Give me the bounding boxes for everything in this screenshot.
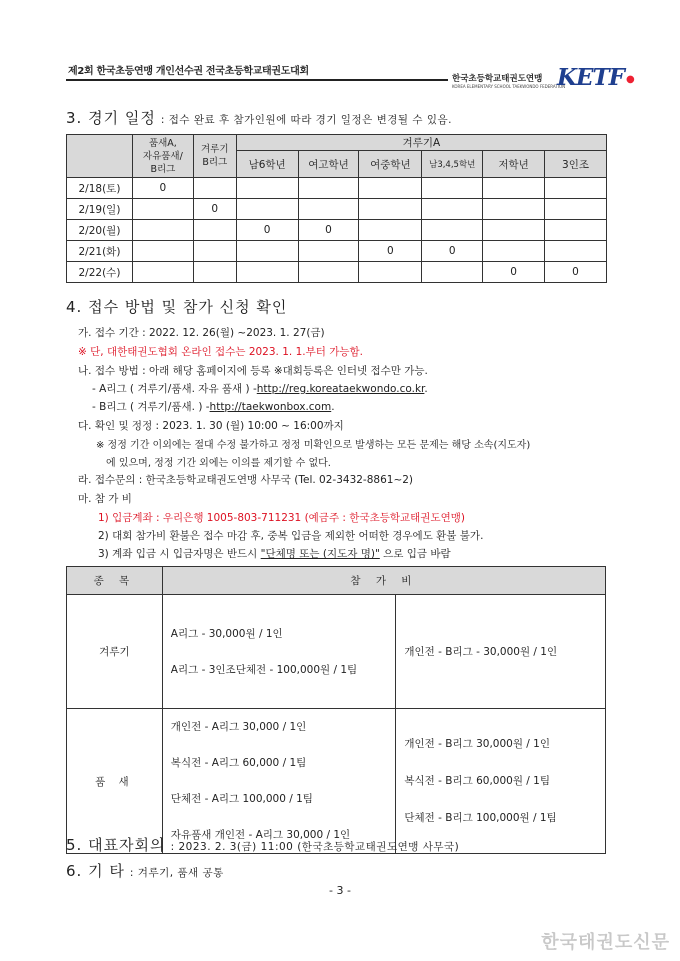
bank-account: 1) 입금계좌 : 우리은행 1005-803-711231 (예금주 : 한국초등학교태권도연맹) <box>98 512 465 524</box>
section-5-title: 5. 대표자회의 <box>66 836 166 854</box>
schedule-cell: 0 <box>193 199 236 220</box>
col-header-sub: 3인조 <box>545 151 607 178</box>
schedule-cell <box>236 262 298 283</box>
schedule-row <box>67 241 607 262</box>
fee-row-label: 겨루기 <box>67 595 163 709</box>
section-3-title: 3. 경기 일정 <box>66 109 156 127</box>
a-league-link[interactable]: http://reg.koreataekwondo.co.kr <box>256 383 425 395</box>
schedule-corner-cell <box>67 135 133 178</box>
schedule-cell <box>132 199 193 220</box>
schedule-cell <box>422 262 483 283</box>
schedule-date: 2/20(월) <box>67 220 133 241</box>
schedule-cell: 0 <box>483 262 545 283</box>
online-reception-note: ※ 단, 대한태권도협회 온라인 접수는 2023. 1. 1.부터 가능함. <box>78 346 363 358</box>
schedule-cell <box>193 178 236 199</box>
fee-right-cell <box>396 709 606 854</box>
section-4-title: 4. 접수 방법 및 참가 신청 확인 <box>66 298 288 316</box>
depositor-rule-prefix: 3) 계좌 입금 시 입금자명은 반드시 <box>98 548 261 560</box>
schedule-cell <box>545 220 607 241</box>
fee-header-fee: 참 가 비 <box>162 567 605 595</box>
fee-item: 개인전 - B리그 - 30,000원 / 1인 <box>404 646 558 658</box>
fee-row-label: 품 새 <box>67 709 163 854</box>
logo-accent-icon: ● <box>626 74 635 85</box>
confirmation-period: 다. 확인 및 정정 : 2023. 1. 30 (월) 10:00 ~ 16:00까지 <box>78 420 344 432</box>
depositor-rule-suffix: 으로 입금 바람 <box>379 548 451 560</box>
section-3-heading <box>66 107 452 128</box>
col-header-poomsae-a: 품새A, 자유품새/ B리그 <box>132 135 193 178</box>
header-rule <box>66 79 448 81</box>
federation-logo-subtext: KOREA ELEMENTARY SCHOOL TAEKWONDO FEDERATION <box>452 84 566 89</box>
b-league-period: . <box>331 401 335 413</box>
fee-item: 복식전 - B리그 60,000원 / 1팀 <box>404 774 550 787</box>
schedule-cell <box>545 178 607 199</box>
schedule-row <box>67 178 607 199</box>
schedule-cell <box>483 178 545 199</box>
schedule-cell <box>132 241 193 262</box>
inquiry-contact: 라. 접수문의 : 한국초등학교태권도연맹 사무국 (Tel. 02-3432-8861~2) <box>78 474 414 486</box>
fee-left-cell <box>162 709 396 854</box>
schedule-cell <box>545 241 607 262</box>
fee-item: 단체전 - A리그 100,000 / 1팀 <box>170 793 313 805</box>
schedule-cell <box>298 199 359 220</box>
page-number: - 3 - <box>329 884 351 897</box>
fee-item: A리그 - 3인조단체전 - 100,000원 / 1팀 <box>170 663 358 676</box>
reception-period: 가. 접수 기간 : 2022. 12. 26(월) ~2023. 1. 27(금) <box>78 327 325 339</box>
newspaper-watermark: 한국태권도신문 <box>541 932 670 953</box>
schedule-cell: 0 <box>298 220 359 241</box>
schedule-cell <box>483 199 545 220</box>
col-header-sub: 남6학년 <box>236 151 298 178</box>
schedule-cell <box>422 220 483 241</box>
a-league-label: - A리그 ( 겨루기/품새. 자유 품새 ) - <box>92 383 257 395</box>
schedule-cell <box>193 220 236 241</box>
col-header-sub: 저학년 <box>483 151 545 178</box>
entry-fee-table <box>66 566 606 854</box>
schedule-cell <box>359 199 422 220</box>
section-5-heading <box>66 834 459 855</box>
schedule-cell <box>483 220 545 241</box>
section-6-note: : 겨루기, 품새 공통 <box>129 867 224 879</box>
col-header-kyorugi-b: 겨루기 B리그 <box>193 135 236 178</box>
reception-method: 나. 접수 방법 : 아래 해당 홈페이지에 등록 ※대회등록은 인터넷 접수만 가능. <box>78 365 428 377</box>
b-league-label: - B리그 ( 겨루기/품새. ) - <box>92 401 210 413</box>
schedule-cell: 0 <box>359 241 422 262</box>
schedule-cell <box>359 262 422 283</box>
b-league-line <box>92 399 335 414</box>
col-header-sub: 여중학년 <box>359 151 422 178</box>
section-6-heading <box>66 860 224 881</box>
schedule-cell: 0 <box>545 262 607 283</box>
section-6-title: 6. 기 타 <box>66 862 125 880</box>
schedule-cell <box>422 199 483 220</box>
ketf-logo: KETF <box>557 64 624 91</box>
fee-left-cell <box>162 595 396 709</box>
section-3-note: : 접수 완료 후 참가인원에 따라 경기 일정은 변경될 수 있음. <box>160 114 452 126</box>
schedule-cell <box>298 241 359 262</box>
fee-item: 단체전 - B리그 100,000원 / 1팀 <box>404 811 557 824</box>
fee-item: A리그 - 30,000원 / 1인 <box>170 627 283 640</box>
correction-note-2: 에 있으며, 정정 기간 외에는 이의를 제기할 수 없다. <box>106 458 331 469</box>
fee-item: 개인전 - A리그 30,000 / 1인 <box>170 721 307 733</box>
depositor-rule-emphasis: "단체명 또는 (지도자 명)" <box>260 548 380 560</box>
col-header-sub: 여고학년 <box>298 151 359 178</box>
schedule-cell <box>298 262 359 283</box>
schedule-cell <box>236 199 298 220</box>
schedule-cell <box>298 178 359 199</box>
schedule-row <box>67 199 607 220</box>
document-header-title: 제2회 한국초등연맹 개인선수권 전국초등학교태권도대회 <box>68 66 309 77</box>
entry-fee-heading: 마. 참 가 비 <box>78 493 132 505</box>
schedule-cell <box>483 241 545 262</box>
federation-logo-text: 한국초등학교태권도연맹 <box>452 74 543 84</box>
schedule-cell <box>236 241 298 262</box>
correction-note-1: ※ 정정 기간 이외에는 절대 수정 불가하고 정정 미확인으로 발생하는 모든 문제는 해당 소속(지도자) <box>96 440 531 451</box>
fee-item: 자유품새 개인전 - A리그 30,000 / 1인 <box>170 829 351 841</box>
schedule-cell <box>359 220 422 241</box>
schedule-cell <box>422 178 483 199</box>
refund-policy: 2) 대회 참가비 환불은 접수 마감 후, 중복 입금을 제외한 어떠한 경우에도 환불 불가. <box>98 530 484 542</box>
schedule-cell <box>132 262 193 283</box>
schedule-date: 2/18(토) <box>67 178 133 199</box>
schedule-cell: 0 <box>132 178 193 199</box>
a-league-line <box>92 381 428 396</box>
schedule-cell <box>193 262 236 283</box>
fee-item: 복식전 - A리그 60,000 / 1팀 <box>170 757 307 769</box>
schedule-table <box>66 134 607 283</box>
schedule-row <box>67 220 607 241</box>
col-header-sub: 남3,4,5학년 <box>422 151 483 178</box>
schedule-date: 2/21(화) <box>67 241 133 262</box>
schedule-date: 2/22(수) <box>67 262 133 283</box>
schedule-cell <box>236 178 298 199</box>
a-league-period: . <box>424 383 428 395</box>
schedule-row <box>67 262 607 283</box>
depositor-name-rule <box>98 546 451 561</box>
fee-header-type: 종 목 <box>67 567 163 595</box>
fee-item: 개인전 - B리그 30,000원 / 1인 <box>404 737 550 750</box>
schedule-cell <box>193 241 236 262</box>
b-league-link[interactable]: http://taekwonbox.com <box>209 401 332 413</box>
schedule-cell <box>132 220 193 241</box>
schedule-cell <box>359 178 422 199</box>
schedule-cell: 0 <box>422 241 483 262</box>
schedule-cell: 0 <box>236 220 298 241</box>
schedule-date: 2/19(일) <box>67 199 133 220</box>
section-5-note: : 2023. 2. 3(금) 11:00 (한국초등학교태권도연맹 사무국) <box>170 841 460 853</box>
schedule-cell <box>545 199 607 220</box>
col-header-kyorugi-a: 겨루기A <box>236 135 606 151</box>
fee-right-cell <box>396 595 606 709</box>
